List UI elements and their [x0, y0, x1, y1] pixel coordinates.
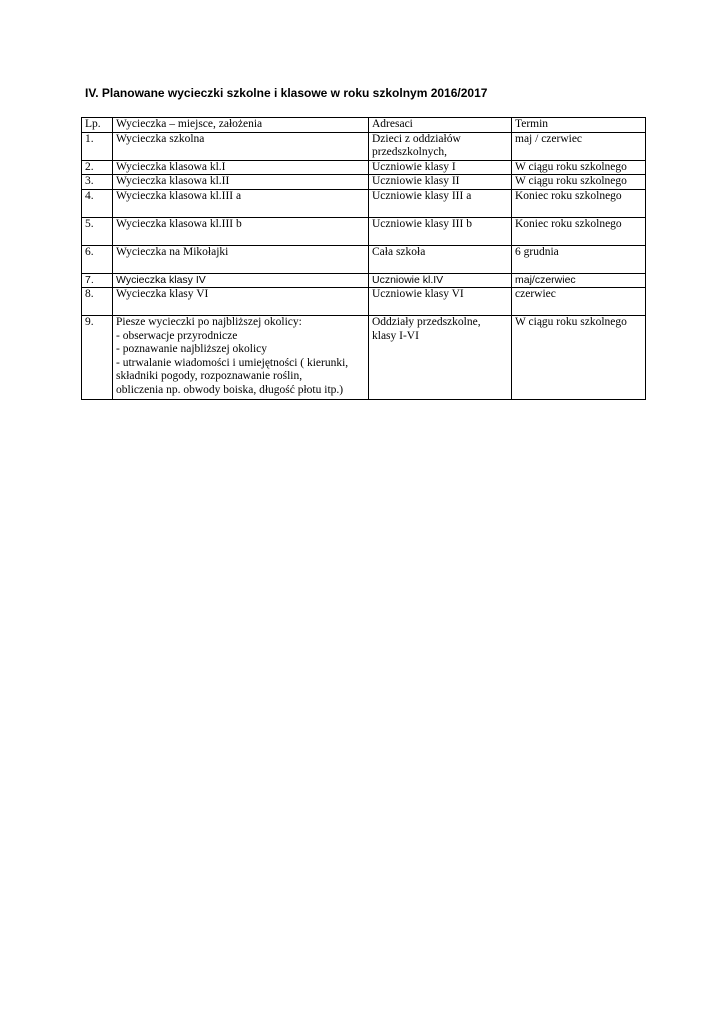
- table-row: [82, 132, 646, 160]
- cell-line: - utrwalanie wiadomości i umiejętności ( kierunki,: [116, 356, 349, 369]
- cell-trip: Wycieczka klasowa kl.III b: [113, 217, 369, 245]
- cell-addressees: Uczniowie klasy III b: [369, 217, 512, 245]
- cell-term: maj/czerwiec: [512, 273, 646, 288]
- cell-addressees: Uczniowie klasy II: [369, 175, 512, 190]
- table-row: [82, 175, 646, 190]
- cell-trip: Wycieczka szkolna: [113, 132, 369, 160]
- cell-term: Koniec roku szkolnego: [512, 217, 646, 245]
- header-term: Termin: [512, 118, 646, 133]
- cell-line: składniki pogody, rozpoznawanie roślin,: [116, 370, 303, 382]
- cell-lp: 1.: [82, 132, 113, 160]
- cell-addressees: [369, 316, 512, 400]
- cell-term: W ciągu roku szkolnego: [512, 316, 646, 400]
- cell-addressees: [369, 132, 512, 160]
- cell-addressees: Uczniowie klasy III a: [369, 189, 512, 217]
- cell-term: czerwiec: [512, 288, 646, 316]
- trips-table: [81, 117, 646, 400]
- cell-trip: Wycieczka klasy IV: [113, 273, 369, 288]
- cell-lp: 7.: [82, 273, 113, 288]
- cell-trip: Wycieczka klasowa kl.I: [113, 160, 369, 175]
- table-row: [82, 245, 646, 273]
- cell-trip: [113, 316, 369, 400]
- cell-term: W ciągu roku szkolnego: [512, 160, 646, 175]
- cell-lp: 3.: [82, 175, 113, 190]
- cell-line: - obserwacje przyrodnicze: [116, 329, 238, 342]
- cell-addressees: Cała szkoła: [369, 245, 512, 273]
- header-addressees: Adresaci: [369, 118, 512, 133]
- cell-trip: Wycieczka klasy VI: [113, 288, 369, 316]
- cell-addressees: Uczniowie kl.IV: [369, 273, 512, 288]
- section-heading: IV. Planowane wycieczki szkolne i klasowe w roku szkolnym 2016/2017: [85, 86, 488, 100]
- cell-trip: Wycieczka na Mikołajki: [113, 245, 369, 273]
- table-row: [82, 288, 646, 316]
- cell-line: klasy I-VI: [372, 329, 419, 342]
- cell-term: 6 grudnia: [512, 245, 646, 273]
- cell-term: maj / czerwiec: [512, 132, 646, 160]
- cell-lp: 8.: [82, 288, 113, 316]
- cell-addressees: Uczniowie klasy I: [369, 160, 512, 175]
- cell-addressees: Uczniowie klasy VI: [369, 288, 512, 316]
- cell-term: W ciągu roku szkolnego: [512, 175, 646, 190]
- table-row: [82, 217, 646, 245]
- cell-lp: 9.: [82, 316, 113, 400]
- cell-line: - poznawanie najbliższej okolicy: [116, 343, 268, 355]
- table-header-row: [82, 118, 646, 133]
- cell-line: Oddziały przedszkolne,: [372, 316, 481, 328]
- cell-trip: Wycieczka klasowa kl.III a: [113, 189, 369, 217]
- table-row: [82, 160, 646, 175]
- cell-line: Dzieci z oddziałów: [372, 132, 461, 145]
- table-row: [82, 316, 646, 400]
- cell-lp: 4.: [82, 189, 113, 217]
- cell-trip: Wycieczka klasowa kl.II: [113, 175, 369, 190]
- cell-line: przedszkolnych,: [372, 146, 448, 158]
- table-row: [82, 273, 646, 288]
- cell-line: obliczenia np. obwody boiska, długość płotu itp.): [116, 383, 344, 396]
- header-trip: Wycieczka – miejsce, założenia: [113, 118, 369, 133]
- cell-term: Koniec roku szkolnego: [512, 189, 646, 217]
- cell-lp: 2.: [82, 160, 113, 175]
- header-lp: Lp.: [82, 118, 113, 133]
- table-row: [82, 189, 646, 217]
- cell-lp: 6.: [82, 245, 113, 273]
- cell-line: Piesze wycieczki po najbliższej okolicy:: [116, 316, 302, 328]
- cell-lp: 5.: [82, 217, 113, 245]
